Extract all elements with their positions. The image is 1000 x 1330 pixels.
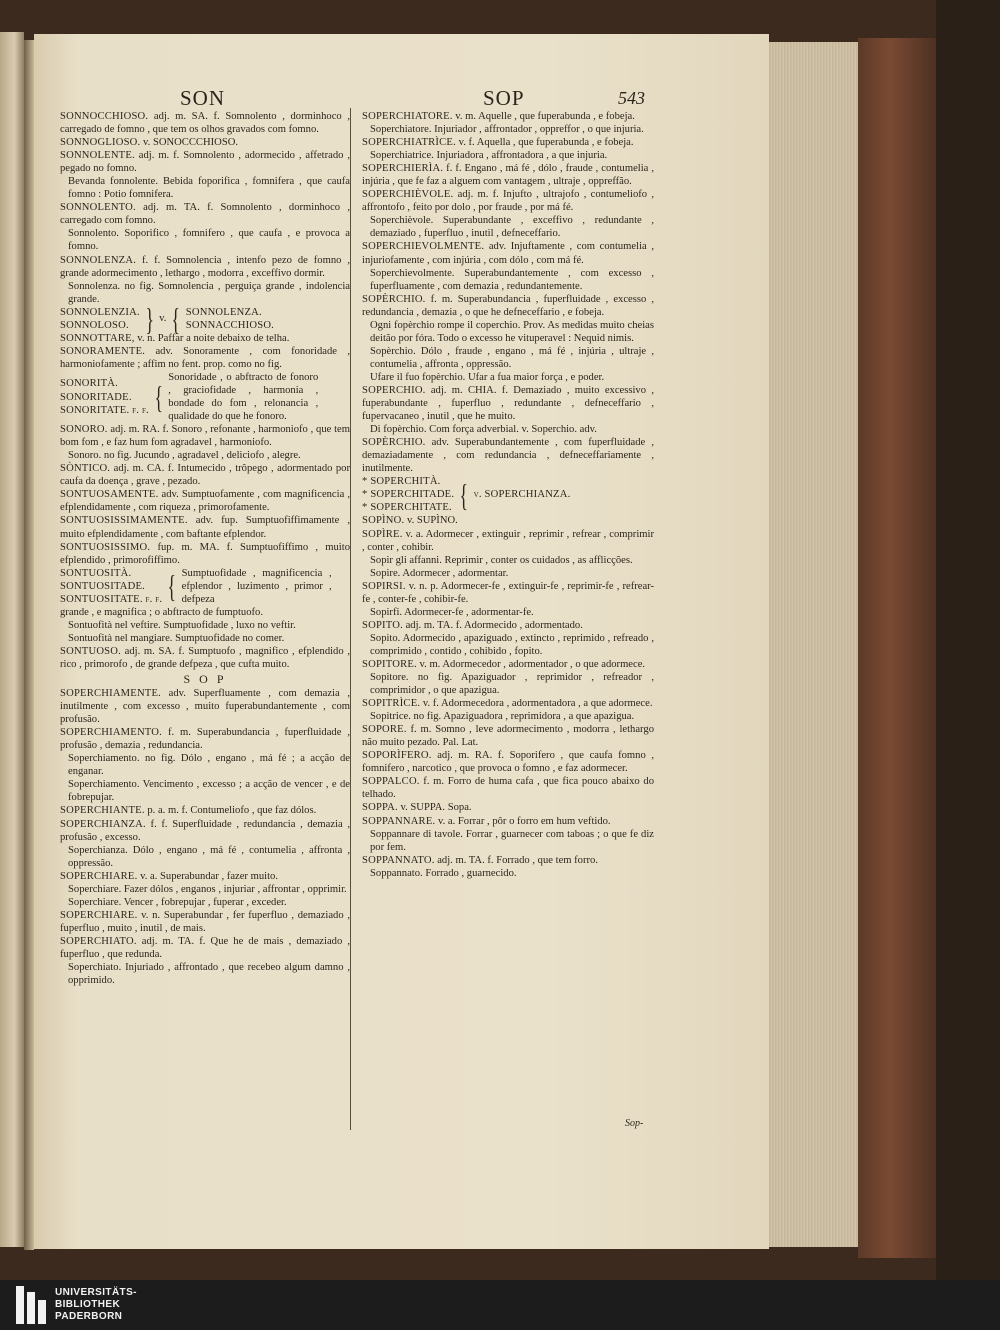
definition-text: f. m. Somno , leve adormecimento , modorra , lethargo não muito pezado. Pal. Lat. bbox=[362, 724, 654, 749]
headword: SONNOLENTE. bbox=[60, 150, 135, 162]
headword: SONTUOSISSIMO. bbox=[60, 541, 151, 553]
definition-text: adv. fup. Sumptuofiffimamente , muito efplendidamente , com baftante efplendor. bbox=[60, 515, 350, 540]
definition-text: v. SONOCCCHIOSO. bbox=[140, 137, 239, 149]
definition-text: Sonnolento. Soporifico , fomnifero , que caufa , e provoca a fomno. bbox=[68, 228, 350, 253]
definition-text: Soperchianza. Dólo , engano , má fé , contumelia , affronta , oppressão. bbox=[68, 844, 350, 869]
dictionary-entry bbox=[362, 528, 654, 554]
definition-text: Soperchiare. Fazer dólos , enganos , injuriar , affrontar , opprimir. bbox=[68, 883, 347, 895]
grouped-definition: SONNOLENZA. SONNACCHIOSO. bbox=[185, 306, 275, 331]
headword: SOPITORE. bbox=[362, 658, 417, 670]
spine-gutter bbox=[24, 40, 34, 1250]
dictionary-entry bbox=[362, 723, 654, 749]
sub-entry bbox=[60, 961, 350, 987]
brace-mark: { bbox=[154, 379, 163, 416]
dictionary-entry bbox=[60, 870, 350, 883]
dictionary-entry bbox=[362, 749, 654, 775]
headword: SONTUOSISSIMAMENTE. bbox=[60, 515, 188, 527]
left-column bbox=[60, 110, 350, 987]
definition-text: v. a. Forrar , pôr o forro em hum veftido. bbox=[435, 815, 611, 827]
library-footer bbox=[0, 1280, 1000, 1330]
sub-entry bbox=[60, 883, 350, 896]
definition-text: adj. m. SA. f. Somnolento , dorminhoco , carregado de fomno , que tem os olhos gravados com fomno. bbox=[60, 111, 350, 136]
headword: SOPERCHIARE. bbox=[60, 909, 138, 921]
definition-text: Soperchievolmente. Superabundantemente , com excesso , fuperfluamente , com demazia , redundantemente. bbox=[370, 267, 654, 292]
headword: SOPITO. bbox=[362, 619, 403, 631]
definition-text: f. m. Superabundancia , fuperfluidade , excesso , redundancia , demazia , o que he defneceffario , e fobeja. bbox=[362, 293, 654, 318]
sub-entry bbox=[362, 671, 654, 697]
dictionary-entry bbox=[60, 818, 350, 844]
dictionary-entry bbox=[362, 775, 654, 801]
sub-entry bbox=[60, 449, 350, 462]
headword: SOPIRSI. bbox=[362, 580, 406, 592]
logo-text-line-1: UNIVERSITÄTS- bbox=[55, 1287, 137, 1298]
sub-entry bbox=[362, 214, 654, 240]
definition-text: Sopitrice. no fig. Apaziguadora , reprimidora , a que apazigua. bbox=[370, 711, 635, 723]
sub-entry bbox=[60, 896, 350, 909]
right-column bbox=[362, 110, 654, 880]
definition-text: Soperchiato. Injuriado , affrontado , que recebeo algum damno , opprimido. bbox=[68, 962, 350, 987]
headword: SOPPA. bbox=[362, 802, 398, 814]
running-head-right: SOP bbox=[483, 86, 525, 110]
sub-entry bbox=[362, 149, 654, 162]
catchword: Sop- bbox=[625, 1118, 644, 1129]
headword: SOPERCHIATRÌCE. bbox=[362, 137, 456, 149]
dictionary-entry bbox=[362, 436, 654, 475]
dictionary-entry bbox=[60, 423, 350, 449]
dictionary-entry bbox=[362, 514, 654, 527]
headword: SONORITATE. f. f. bbox=[60, 404, 149, 416]
cover-board bbox=[858, 38, 938, 1258]
cover-board-edge bbox=[936, 0, 1000, 1280]
definition-text: adv. Superabundantemente , com fuperfluidade , demaziadamente , com redundancia , defneceffariamente , inutilmente. bbox=[362, 437, 654, 475]
section-heading: S O P bbox=[183, 672, 227, 687]
dictionary-entry bbox=[60, 254, 350, 280]
dictionary-entry bbox=[362, 110, 654, 123]
sub-entry bbox=[362, 423, 654, 436]
dictionary-entry bbox=[362, 240, 654, 266]
dictionary-entry bbox=[60, 332, 350, 345]
sub-entry bbox=[60, 619, 350, 632]
sub-entry bbox=[60, 632, 350, 645]
cross-reference-marker: v. bbox=[159, 313, 167, 325]
headword: SONNOLENZIA. bbox=[60, 306, 140, 318]
sub-entry bbox=[60, 752, 350, 778]
dictionary-entry bbox=[362, 619, 654, 632]
dictionary-entry bbox=[60, 514, 350, 540]
grouped-entry bbox=[60, 300, 350, 337]
dictionary-entry bbox=[60, 804, 350, 817]
definition-text: Sopir gli affanni. Reprimir , conter os cuidados , as afflicções. bbox=[370, 554, 633, 566]
logo-text-line-2: BIBLIOTHEK bbox=[55, 1299, 121, 1310]
definition-text: adv. Sumptuofamente , com magnificencia , efplendidamente , com riqueza , primorofamente. bbox=[60, 489, 350, 514]
definition-text: adj. m. SA. f. Sumptuofo , magnifico , efplendido , rico , primorofo , de grande defpeza , que cufta muito. bbox=[60, 645, 350, 670]
definition-text: v. m. Adormecedor , adormentador , o que adormece. bbox=[416, 658, 646, 670]
headword: SONORITADE. bbox=[60, 391, 132, 403]
headword: * SOPERCHITÀ. bbox=[362, 476, 441, 488]
dictionary-entry bbox=[60, 541, 350, 567]
definition-text: Sontuofità nel mangiare. Sumptuofidade no comer. bbox=[68, 632, 285, 644]
dictionary-entry bbox=[60, 909, 350, 935]
dictionary-entry bbox=[60, 726, 350, 752]
definition-text: v. SUPPA. Sopa. bbox=[397, 802, 472, 814]
dictionary-entry bbox=[362, 697, 654, 710]
dictionary-entry bbox=[362, 188, 654, 214]
definition-text: Ufare il fuo fopèrchio. Ufar a fua maior força , e poder. bbox=[370, 371, 605, 383]
definition-text: Soperchiare. Vencer , fobrepujar , fuperar , exceder. bbox=[68, 896, 287, 908]
sub-entry bbox=[362, 123, 654, 136]
definition-text: Sopito. Adormecido , apaziguado , extincto , reprimido , refreado , comprimido , contido , cohibido , fopito. bbox=[370, 632, 654, 657]
definition-text: Sopirfi. Adormecer-fe , adormentar-fe. bbox=[370, 606, 534, 618]
sub-entry bbox=[60, 280, 350, 306]
sub-entry bbox=[60, 844, 350, 870]
definition-text: Sontuofità nel veftire. Sumptuofidade , luxo no veftir. bbox=[68, 619, 296, 631]
definition-text: fup. m. MA. f. Sumptuofiffimo , muito efplendido , primorofiffimo. bbox=[60, 541, 350, 566]
headword: SONTUOSITATE. f. f. bbox=[60, 593, 163, 605]
definition-text: v. a. Adormecer , extinguir , reprimir , refrear , comprimir , conter , cohibir. bbox=[362, 528, 654, 553]
definition-text: Soperchiatore. Injuriador , affrontador , oppreffor , o que injuria. bbox=[370, 124, 644, 136]
definition-text: Soperchièvole. Superabundante , exceffivo , redundante , demaziado , fuperfluo , inutil , defneceffario. bbox=[370, 215, 654, 240]
dictionary-entry bbox=[60, 110, 350, 136]
definition-text: Soperchiamento. no fig. Dólo , engano , má fé ; a acção de enganar. bbox=[68, 753, 350, 778]
dictionary-entry bbox=[60, 149, 350, 175]
headword: SOPÌNO. bbox=[362, 515, 405, 527]
headword: SOPPANNATO. bbox=[362, 854, 435, 866]
library-logo-icon bbox=[16, 1286, 52, 1324]
headword: SOPITRÌCE. bbox=[362, 698, 421, 710]
grouped-entry bbox=[60, 567, 350, 606]
headword: SÒNTICO. bbox=[60, 463, 111, 475]
definition-text: adj. m. f. Injufto , ultrajofo , contumeliofo , affrontofo , feito por dolo , por fraude , por má fé. bbox=[362, 189, 654, 214]
headword: SOPERCHIEVOLMENTE. bbox=[362, 241, 485, 253]
dictionary-entry bbox=[362, 293, 654, 319]
grouped-definition: v. SOPERCHIANZA. bbox=[473, 489, 571, 501]
sub-entry bbox=[60, 778, 350, 804]
dictionary-entry bbox=[60, 687, 350, 726]
headword: SONTUOSO. bbox=[60, 645, 121, 657]
headword: SOPERCHIANZA. bbox=[60, 818, 146, 830]
definition-text: adj. m. RA. f. Sonoro , refonante , harmoniofo , que tem bom fom , e faz hum fom agradavel , harmoniofo. bbox=[60, 424, 350, 449]
headword: SONORITÀ. bbox=[60, 378, 119, 390]
definition-text: Soppannato. Forrado , guarnecido. bbox=[370, 867, 517, 879]
running-head-left: SON bbox=[180, 86, 226, 110]
sub-entry bbox=[362, 371, 654, 384]
definition-text: adj. m. CA. f. Intumecido , trôpego , adormentado por caufa da doença , grave , pezado. bbox=[60, 463, 350, 488]
definition-text: f. f. Somnolencia , intenfo pezo de fomno , grande adormecimento , lethargo , modorra , exceffivo dormir. bbox=[60, 254, 350, 279]
grouped-entry bbox=[362, 475, 654, 514]
definition-text: grande , e magnifica ; o abftracto de fumptuofo. bbox=[60, 606, 263, 618]
brace-mark: { bbox=[167, 568, 177, 605]
sub-entry bbox=[362, 319, 654, 345]
dictionary-entry bbox=[362, 136, 654, 149]
definition-text: adj. m. TA. f. Forrado , que tem forro. bbox=[434, 854, 598, 866]
dictionary-entry bbox=[362, 854, 654, 867]
definition-text: Sonnolenza. no fig. Somnolencia , perguiça grande , indolencia grande. bbox=[68, 280, 350, 305]
headword: SONORAMENTE. bbox=[60, 345, 146, 357]
dictionary-entry bbox=[60, 136, 350, 149]
dictionary-entry bbox=[362, 162, 654, 188]
definition-text: p. a. m. f. Contumeliofo , que faz dólos. bbox=[144, 805, 317, 817]
dictionary-entry bbox=[362, 801, 654, 814]
definition-text: Ogni fopèrchio rompe il coperchio. Prov. As medidas muito cheias deitão por fóra. Todo o excesso he vituperavel : Nequid nimis. bbox=[370, 319, 654, 344]
definition-text: adv. Superfluamente , com demazia , inutilmente , com excesso , muito fuperabundantemente , com profusão. bbox=[60, 688, 350, 726]
column-divider bbox=[350, 108, 351, 1130]
definition-text: Bevanda fonnolente. Bebida foporifica , fomnifera , que caufa fomno : Potio fomnifera. bbox=[68, 176, 350, 201]
headword: SOPORE. bbox=[362, 724, 407, 736]
definition-text: Sopire. Adormecer , adormentar. bbox=[370, 567, 509, 579]
dictionary-entry bbox=[60, 462, 350, 488]
sub-entry bbox=[362, 828, 654, 854]
sub-entry bbox=[362, 345, 654, 371]
headword: SOPERCHIARE. bbox=[60, 870, 138, 882]
headword: SONNOTTARE, bbox=[60, 332, 135, 344]
definition-text: Soppannare di tavole. Forrar , guarnecer com taboas ; o que fe diz por fem. bbox=[370, 828, 654, 853]
entry-continuation bbox=[60, 606, 350, 619]
definition-text: adj. m. CHIA. f. Demaziado , muito excessivo , fuperabundante , fuperfluo , redundante , defneceffario , fupervacaneo , inutil , que he muito. bbox=[362, 384, 654, 423]
definition-text: v. f. Adormecedora , adormentadora , a que adormece. bbox=[420, 698, 653, 710]
headword: SOPERCHIAMENTO. bbox=[60, 727, 162, 739]
grouped-headwords bbox=[60, 306, 140, 332]
definition-text: v. n. Paffar a noite debaixo de telha. bbox=[134, 332, 290, 344]
sub-entry bbox=[362, 554, 654, 567]
definition-text: adv. Sonoramente , com fonoridade , harmoniofamente ; affim no fent. prop. como no fig. bbox=[60, 345, 350, 370]
definition-text: v. m. Aquelle , que fuperabunda , e fobeja. bbox=[452, 111, 635, 122]
grouped-entry bbox=[60, 371, 350, 423]
sub-entry bbox=[60, 175, 350, 201]
dictionary-entry bbox=[362, 658, 654, 671]
dictionary-entry bbox=[60, 935, 350, 961]
headword: SONNOGLIOSO. bbox=[60, 137, 141, 149]
headword: SOPERCHIATORE. bbox=[362, 111, 453, 122]
headword: SOPERCHIO. bbox=[362, 384, 426, 396]
left-page-edge bbox=[0, 32, 24, 1247]
definition-text: Sopitore. no fig. Apaziguador , reprimidor , refreador , comprimidor , o que apazigua. bbox=[370, 672, 654, 697]
definition-text: Sonoro. no fig. Jucundo , agradavel , deliciofo , alegre. bbox=[68, 450, 301, 462]
headword: SOPERCHIERÌA. bbox=[362, 163, 444, 175]
brace-mark: { bbox=[171, 300, 181, 337]
dictionary-entry bbox=[362, 384, 654, 423]
definition-text: f. m. Superabundancia , fuperfluidade , profusão , demazia , redundancia. bbox=[60, 727, 350, 752]
definition-text: adj. m. TA. f. Somnolento , dorminhoco , carregado com fomno. bbox=[60, 202, 350, 227]
brace-mark: } bbox=[145, 300, 154, 337]
headword: * SOPERCHITATE. bbox=[362, 502, 452, 514]
headword: SONNOLOSO. bbox=[60, 319, 129, 331]
definition-text: v. n. Superabundar , fer fuperfluo , demaziado , fuperfluo , muito , inutil , de mais. bbox=[60, 909, 350, 934]
sub-entry bbox=[362, 567, 654, 580]
page-number: 543 bbox=[618, 88, 645, 108]
dictionary-entry bbox=[362, 815, 654, 828]
headword: SONNOLENTO. bbox=[60, 202, 136, 214]
definition-text: v. a. Superabundar , fazer muito. bbox=[137, 870, 278, 882]
grouped-headwords bbox=[60, 377, 149, 416]
sub-entry bbox=[362, 867, 654, 880]
headword: SOPÌRE. bbox=[362, 528, 403, 540]
headword: SOPÈRCHIO. bbox=[362, 437, 426, 449]
definition-text: v. n. p. Adormecer-fe , extinguir-fe , reprimir-fe , refrear-fe , conter-fe , cohibir-fe. bbox=[362, 580, 654, 605]
grouped-definition: Sumptuofidade , magnificencia , efplendor , luzimento , primor , defpeza bbox=[181, 567, 332, 605]
definition-text: adj. m. TA. f. Adormecido , adormentado. bbox=[402, 619, 583, 631]
headword: SOPERCHIAMENTE. bbox=[60, 688, 161, 700]
definition-text: Soperchiatrice. Injuriadora , affrontadora , a que injuria. bbox=[370, 150, 608, 162]
definition-text: f. f. Superfluidade , redundancia , demazia , profusão , excesso. bbox=[60, 818, 350, 843]
grouped-headwords bbox=[60, 567, 162, 606]
definition-text: adv. Injuftamente , com contumelia , injuriofamente , com injúria , com dólo , com má fé. bbox=[362, 241, 654, 266]
definition-text: Soperchiamento. Vencimento , excesso ; a acção de vencer , e de fobrepujar. bbox=[68, 779, 350, 804]
sub-entry bbox=[362, 606, 654, 619]
definition-text: v. SUPÌNO. bbox=[404, 515, 458, 527]
headword: SONTUOSITÀ. bbox=[60, 567, 132, 579]
definition-text: Di fopèrchio. Com força adverbial. v. Soperchio. adv. bbox=[370, 424, 597, 436]
definition-text: f. m. Forro de huma cafa , que fica pouco abaixo do telhado. bbox=[362, 776, 654, 801]
headword: SONTUOSITADE. bbox=[60, 580, 146, 592]
definition-text: adj. m. TA. f. Que he de mais , demaziado , fuperfluo , que redunda. bbox=[60, 935, 350, 960]
sub-entry bbox=[362, 710, 654, 723]
sub-entry bbox=[362, 267, 654, 293]
headword: SOPERCHIÈVOLE. bbox=[362, 189, 454, 201]
grouped-headwords bbox=[362, 475, 454, 514]
headword: SOPERCHIANTE. bbox=[60, 805, 145, 817]
dictionary-entry bbox=[60, 201, 350, 227]
headword: SONTUOSAMENTE. bbox=[60, 489, 159, 501]
headword: SONNOCCHIOSO. bbox=[60, 111, 149, 122]
headword: SOPPALCO. bbox=[362, 776, 420, 788]
dictionary-entry bbox=[60, 645, 350, 671]
dictionary-entry bbox=[60, 488, 350, 514]
headword: SOPPANNARE. bbox=[362, 815, 436, 827]
headword: SOPÈRCHIO. bbox=[362, 293, 426, 305]
definition-text: Sopèrchio. Dólo , fraude , engano , má fé , injúria , ultraje , contumelia , affronta , oppressão. bbox=[370, 345, 654, 370]
headword: * SOPERCHITADE. bbox=[362, 489, 455, 501]
definition-text: adj. m. f. Somnolento , adormecido , affetrado , pegado no fomno. bbox=[60, 150, 350, 175]
definition-text: v. f. Aquella , que fuperabunda , e fobeja. bbox=[455, 137, 634, 149]
dictionary-entry bbox=[60, 345, 350, 371]
page-stack-edge bbox=[769, 42, 863, 1247]
brace-mark: { bbox=[459, 476, 469, 513]
definition-text: f. f. Engano , má fé , dólo , fraude , contumelia , injúria , que fe faz a alguem com vantagem , ultraje , oppreffão. bbox=[362, 163, 654, 188]
headword: SONNOLENZA. bbox=[60, 254, 137, 266]
headword: SONORO. bbox=[60, 424, 108, 436]
sub-entry bbox=[60, 227, 350, 253]
grouped-definition: Sonoridade , o abftracto de fonoro , graciofidade , harmonia , bondade do fom , relonancia , qualidade do que he fonoro. bbox=[168, 371, 319, 423]
headword: SOPERCHIATO. bbox=[60, 935, 137, 947]
sub-entry bbox=[362, 632, 654, 658]
headword: SOPORÌFERO. bbox=[362, 750, 432, 762]
logo-text-line-3: PADERBORN bbox=[55, 1311, 123, 1322]
definition-text: adj. m. RA. f. Soporifero , que caufa fomno , fomnifero , narcotico , que provoca o fomno , e faz adormecer. bbox=[362, 750, 654, 775]
dictionary-entry bbox=[362, 580, 654, 606]
